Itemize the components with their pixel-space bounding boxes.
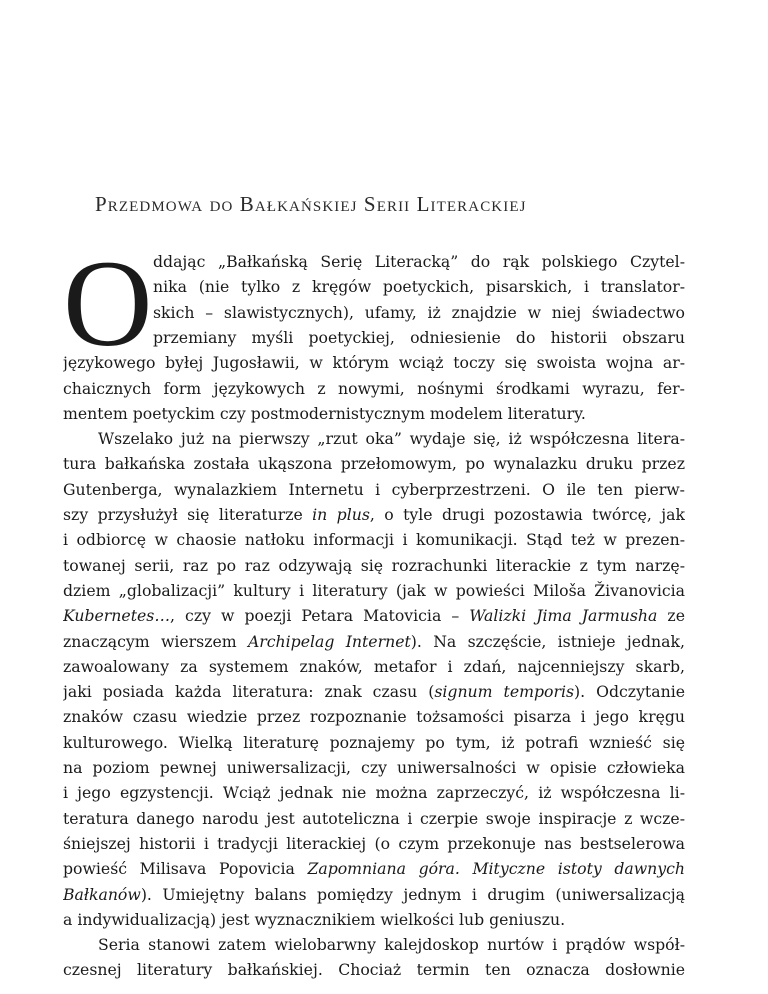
text-line [63,578,685,603]
text-line [63,451,685,476]
text-segment: , czy w poezji Petara Matovicia – [170,606,470,626]
text-line [153,325,685,350]
text-line [63,527,685,552]
text-segment: , o tyle drugi pozostawia twórcę, jak [369,505,685,524]
text-segment: językowego byłej Jugosławii, w którym wciąż toczy się swoista wojna ar- [63,353,685,373]
text-segment: na poziom pewnej uniwersalizacji, czy uniwersalności w opisie człowieka [63,758,685,777]
text-segment: a indywidualizacją) jest wyznacznikiem wielkości lub geniuszu. [63,909,566,929]
text-segment: teratura danego narodu jest autoteliczna i czerpie swoje inspiracje z wcze- [63,808,685,828]
text-segment: ze [657,606,685,626]
text-segment: chaicznych form językowych z nowymi, nośnymi środkami wyrazu, fer- [63,378,685,398]
text-line [63,376,685,401]
italic-text: signum temporis [434,682,575,702]
text-line [63,477,685,502]
text-segment: i jego egzystencji. Wciąż jednak nie można zaprzeczyć, iż współczesna li- [63,783,685,803]
italic-text: Zapomniana góra. Mityczne istoty dawnych [307,859,685,879]
text-line [63,882,685,907]
text-line [98,932,685,957]
italic-text: Kubernetes… [63,606,171,626]
text-line [63,831,685,856]
text-segment: jaki posiada każda literatura: znak czasu ( [63,682,435,702]
text-line [153,300,685,325]
text-line [153,249,685,274]
text-line [63,856,685,881]
drop-cap: O [63,235,153,372]
text-segment: skich – slawistycznych), ufamy, iż znajdzie w niej świadectwo [153,302,685,322]
text-line [63,679,685,704]
text-line [63,603,685,628]
text-line [63,780,685,805]
text-line [63,806,685,831]
text-segment: ). Umiejętny balans pomiędzy jednym i drugim (uniwersalizacją [140,884,685,904]
text-segment: śniejszej historii i tradycji literackiej (o czym przekonuje nas bestselerowa [63,833,685,853]
text-line [63,907,685,932]
text-segment: dziem „globalizacji” kultury i literatury (jak w powieści Miloša Živanovicia [63,580,685,600]
italic-text: Bałkanów [63,884,141,904]
text-segment: ). Na szczęście, istnieje jednak, [410,631,685,651]
text-line [63,755,685,780]
text-line [63,654,685,679]
text-line [63,553,685,578]
text-segment: szy przysłużył się literaturze [63,505,313,524]
text-line [63,502,685,527]
text-line [63,730,685,755]
italic-text: Archipelag Internet [247,631,411,651]
text-segment: przemiany myśli poetyckiej, odniesienie do historii obszaru [153,327,685,347]
text-line [153,274,685,299]
text-segment: Wszelako już na pierwszy „rzut oka” wydaje się, iż współczesna litera- [98,429,685,449]
text-line [63,629,685,654]
text-segment: czesnej literatury bałkańskiej. Chociaż termin ten oznacza dosłownie [63,960,685,980]
text-line [63,704,685,729]
text-segment: tura bałkańska została ukąszona przełomowym, po wynalazku druku przez [63,454,685,474]
text-segment: Gutenberga, wynalazkiem Internetu i cyberprzestrzeni. O ile ten pierw- [63,479,685,499]
text-segment: mentem poetyckim czy postmodernistycznym modelem literatury. [63,403,586,423]
text-segment: ). Odczytanie [574,682,685,702]
text-line [98,426,685,451]
text-segment: kulturowego. Wielką literaturę poznajemy po tym, iż potrafi wznieść się [63,732,685,752]
text-segment: ddając „Bałkańską Serię Literacką” do rąk polskiego Czytel- [153,252,685,271]
italic-text: Walizki Jima Jarmusha [469,606,658,626]
text-line [63,350,685,375]
text-segment: i odbiorcę w chaosie natłoku informacji i komunikacji. Stąd też w prezen- [63,530,685,550]
text-line [63,957,685,982]
text-line [63,401,685,426]
text-segment: znaczącym wierszem [63,631,248,651]
text-segment: nika (nie tylko z kręgów poetyckich, pisarskich, i translator- [153,277,685,297]
text-segment: Seria stanowi zatem wielobarwny kalejdoskop nurtów i prądów współ- [98,935,685,955]
italic-text: in plus [312,505,370,524]
page-title: Przedmowa do Bałkańskiej Serii Literackiej [95,192,527,216]
text-segment: towanej serii, raz po raz odzywają się rozrachunki literackie z tym narzę- [63,555,685,575]
text-segment: znaków czasu wiedzie przez rozpoznanie tożsamości pisarza i jego kręgu [63,707,685,727]
text-segment: zawoalowany za systemem znaków, metafor i zdań, najcenniejszy skarb, [63,656,685,676]
text-segment: powieść Milisava Popovicia [63,859,308,879]
